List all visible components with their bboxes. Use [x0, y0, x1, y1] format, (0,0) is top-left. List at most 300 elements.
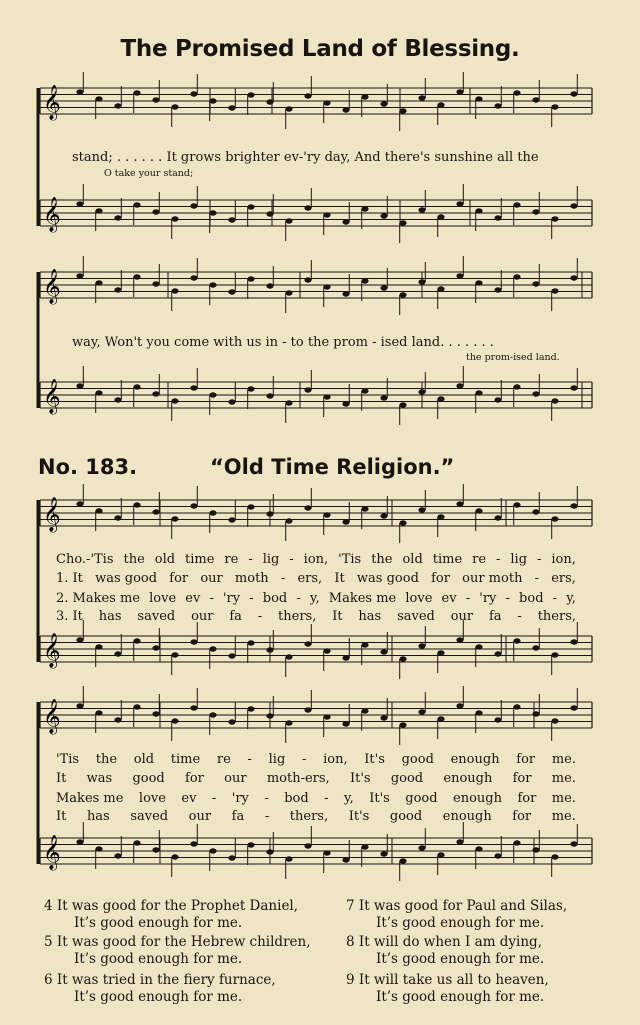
note-head — [323, 850, 330, 855]
lyric-syllable: It's — [348, 809, 370, 824]
note-head — [114, 103, 121, 108]
lyric-syllable: - — [249, 591, 254, 606]
lyric-syllable: - — [296, 591, 301, 606]
note-head — [342, 401, 349, 406]
note-head — [494, 397, 501, 402]
lyric-syllable: enough — [443, 771, 493, 786]
lyric-alt: the prom-ised land. — [466, 352, 560, 363]
note-head — [570, 705, 577, 710]
note-head — [266, 393, 273, 398]
lyric-syllable: love — [149, 591, 177, 606]
note-head — [532, 711, 539, 716]
note-head — [342, 291, 349, 296]
note-head — [152, 711, 159, 716]
verse-line: 4 It was good for the Prophet Daniel, — [44, 898, 299, 914]
note-head — [494, 515, 501, 520]
lyric-syllable: was — [86, 771, 113, 786]
note-head — [76, 637, 83, 642]
lyric-syllable: good — [390, 771, 424, 786]
lyric-syllable: y, — [344, 791, 354, 806]
note-head — [304, 843, 311, 848]
lyric-syllable: time — [432, 552, 463, 567]
clef-icon: 𝄞 — [43, 269, 61, 304]
note-head — [551, 104, 558, 109]
lyric-syllable: - — [211, 791, 217, 806]
lyric-syllable: 'Tis — [338, 552, 362, 567]
lyric-syllable: y, — [566, 591, 576, 606]
note-head — [114, 717, 121, 722]
clef-icon: 𝄞 — [43, 633, 61, 668]
note-head — [114, 215, 121, 220]
note-head — [247, 386, 254, 391]
lyric-syllable: good — [132, 771, 165, 786]
lyric-syllable: has — [86, 809, 110, 824]
note-head — [551, 652, 558, 657]
lyric-syllable: fa — [489, 609, 502, 624]
lyric-syllable: our — [450, 609, 474, 624]
lyric-syllable: moth — [234, 571, 269, 586]
note-head — [228, 517, 235, 522]
note-head — [361, 388, 368, 393]
note-head — [513, 840, 520, 845]
lyric-syllable: - — [264, 791, 269, 806]
clef-icon: 𝄞 — [43, 85, 61, 120]
note-head — [437, 286, 444, 291]
lyric-syllable: our — [224, 771, 247, 786]
lyric-syllable: thers, — [537, 609, 576, 624]
note-head — [513, 90, 520, 95]
note-head — [380, 395, 387, 400]
note-head — [114, 287, 121, 292]
verse-line: 7 It was good for Paul and Silas, — [346, 898, 568, 914]
note-head — [475, 508, 482, 513]
note-head — [418, 389, 425, 394]
note-head — [418, 643, 425, 648]
note-head — [228, 105, 235, 110]
note-head — [152, 645, 159, 650]
lyric-syllable: ev — [181, 791, 197, 806]
note-head — [437, 852, 444, 857]
note-head — [494, 215, 501, 220]
note-head — [418, 709, 425, 714]
note-head — [513, 638, 520, 643]
lyric-row — [56, 571, 576, 586]
note-head — [456, 703, 463, 708]
lyric-syllable: for — [431, 571, 450, 586]
note-head — [513, 202, 520, 207]
lyric-syllable: for — [512, 809, 532, 824]
note-head — [190, 841, 197, 846]
note-head — [380, 213, 387, 218]
lyric-row — [56, 809, 576, 824]
lyric-syllable: ers, — [297, 571, 323, 586]
note-head — [247, 204, 254, 209]
lyric-syllable: - — [257, 609, 263, 624]
lyric-syllable: fa — [229, 609, 242, 624]
note-head — [152, 391, 159, 396]
note-head — [152, 209, 159, 214]
note-head — [380, 851, 387, 856]
note-head — [456, 201, 463, 206]
hymn-title-promised-land: The Promised Land of Blessing. — [120, 36, 520, 62]
note-head — [570, 385, 577, 390]
note-head — [95, 208, 102, 213]
verse-line: It’s good enough for me. — [74, 989, 243, 1005]
note-head — [570, 203, 577, 208]
lyric-syllable: 'ry — [222, 591, 241, 606]
lyric-syllable: for — [185, 771, 204, 786]
lyric-line: way, Won't you come with us in - to the prom - ised land. . . . . . . — [72, 335, 494, 350]
note-head — [551, 288, 558, 293]
note-head — [570, 91, 577, 96]
hymn-title-old-time-religion: “Old Time Religion.” — [210, 455, 455, 479]
note-head — [114, 515, 121, 520]
note-head — [513, 384, 520, 389]
lyric-syllable: saved — [397, 609, 435, 624]
lyric-syllable: ers, — [551, 571, 576, 586]
lyric-syllable: bod — [262, 591, 288, 606]
note-head — [171, 652, 178, 657]
lyric-syllable: time — [185, 552, 215, 567]
lyric-syllable: 2. Makes me — [56, 591, 140, 606]
note-head — [190, 639, 197, 644]
note-head — [570, 639, 577, 644]
lyric-syllable: - — [324, 791, 329, 806]
lyric-syllable: our — [188, 809, 212, 824]
lyric-syllable: y, — [309, 591, 320, 606]
lyric-syllable: Makes me — [56, 791, 124, 806]
lyric-syllable: - — [465, 591, 471, 606]
note-head — [190, 203, 197, 208]
note-head — [475, 390, 482, 395]
lyric-syllable: old — [402, 552, 423, 567]
note-head — [551, 516, 558, 521]
note-head — [437, 514, 444, 519]
lyric-syllable: for — [512, 771, 532, 786]
note-head — [247, 92, 254, 97]
lyric-syllable: for — [516, 752, 536, 767]
lyric-syllable: enough — [453, 791, 502, 806]
lyric-syllable: 1. It — [56, 571, 83, 586]
note-head — [95, 710, 102, 715]
note-head — [380, 285, 387, 290]
note-head — [342, 721, 349, 726]
note-head — [380, 715, 387, 720]
lyric-syllable: the — [95, 752, 118, 767]
note-head — [228, 719, 235, 724]
note-head — [76, 703, 83, 708]
note-head — [342, 655, 349, 660]
note-head — [285, 654, 292, 659]
note-head — [399, 656, 406, 661]
lyric-syllable: - — [552, 591, 558, 606]
note-head — [437, 102, 444, 107]
verse-5 — [44, 934, 311, 968]
lyric-syllable: old — [133, 752, 155, 767]
lyric-syllable: for — [169, 571, 189, 586]
note-head — [190, 91, 197, 96]
note-head — [456, 637, 463, 642]
note-head — [266, 647, 273, 652]
lyric-syllable: It's — [349, 771, 371, 786]
note-head — [342, 519, 349, 524]
lyric-syllable: me. — [551, 752, 576, 767]
note-head — [551, 854, 558, 859]
note-head — [475, 710, 482, 715]
clef-icon: 𝄞 — [43, 835, 61, 870]
note-head — [551, 398, 558, 403]
note-head — [133, 274, 140, 279]
note-head — [171, 718, 178, 723]
note-head — [380, 649, 387, 654]
note-head — [114, 651, 121, 656]
note-head — [361, 94, 368, 99]
lyric-syllable: love — [138, 791, 166, 806]
note-head — [152, 847, 159, 852]
note-head — [285, 400, 292, 405]
note-head — [475, 208, 482, 213]
lyric-syllable: - — [247, 752, 252, 767]
verse-line: 5 It was good for the Hebrew children, — [44, 934, 311, 950]
lyric-syllable: bod — [519, 591, 544, 606]
verse-6 — [44, 972, 276, 1006]
note-head — [475, 644, 482, 649]
note-head — [152, 509, 159, 514]
lyric-syllable: has — [358, 609, 382, 624]
note-head — [437, 396, 444, 401]
note-head — [171, 216, 178, 221]
note-head — [418, 279, 425, 284]
verse-line: 9 It will take us all to heaven, — [346, 972, 549, 988]
lyric-syllable: moth-ers, — [266, 771, 330, 786]
note-head — [76, 201, 83, 206]
lyric-syllable: enough — [450, 752, 500, 767]
note-head — [209, 646, 216, 651]
lyric-syllable: - — [536, 552, 542, 567]
note-head — [532, 281, 539, 286]
lyric-syllable: saved — [137, 609, 176, 624]
note-head — [361, 206, 368, 211]
note-head — [380, 101, 387, 106]
note-head — [361, 844, 368, 849]
note-head — [570, 841, 577, 846]
note-head — [266, 283, 273, 288]
lyric-syllable: time — [170, 752, 201, 767]
lyric-syllable: - — [301, 752, 307, 767]
note-head — [494, 287, 501, 292]
note-head — [171, 516, 178, 521]
lyric-syllable: lig — [262, 552, 280, 567]
lyric-syllable: Makes me — [328, 591, 397, 606]
note-head — [133, 638, 140, 643]
note-head — [418, 507, 425, 512]
note-head — [361, 708, 368, 713]
note-head — [247, 842, 254, 847]
note-head — [152, 281, 159, 286]
note-head — [532, 209, 539, 214]
note-head — [190, 705, 197, 710]
note-head — [209, 392, 216, 397]
verse-4 — [44, 898, 298, 932]
note-head — [323, 100, 330, 105]
verse-line: It’s good enough for me. — [74, 915, 243, 931]
lyric-syllable: me. — [551, 809, 576, 824]
note-head — [532, 391, 539, 396]
note-head — [494, 651, 501, 656]
lyric-syllable: It — [56, 771, 67, 786]
note-head — [266, 713, 273, 718]
lyric-syllable: our moth — [462, 571, 523, 586]
clef-icon: 𝄞 — [43, 379, 61, 414]
lyric-syllable: - — [505, 591, 510, 606]
lyric-syllable: me. — [551, 771, 576, 786]
lyric-syllable: thers, — [289, 809, 329, 824]
note-head — [494, 717, 501, 722]
note-head — [456, 273, 463, 278]
lyric-syllable: lig — [268, 752, 286, 767]
note-head — [513, 274, 520, 279]
lyric-row — [56, 771, 576, 786]
note-head — [399, 520, 406, 525]
lyric-syllable: ion, — [323, 752, 348, 767]
note-head — [152, 97, 159, 102]
lyric-syllable: saved — [130, 809, 169, 824]
note-head — [418, 845, 425, 850]
note-head — [456, 383, 463, 388]
lyric-syllable: re — [224, 552, 239, 567]
lyric-syllable: - — [534, 571, 540, 586]
verse-line: It’s good enough for me. — [74, 951, 243, 967]
note-head — [171, 854, 178, 859]
note-head — [570, 275, 577, 280]
note-head — [228, 855, 235, 860]
lyric-syllable: has — [98, 609, 122, 624]
lyric-syllable: was good — [356, 571, 419, 586]
lyric-syllable: ion, — [303, 552, 329, 567]
lyric-syllable: thers, — [278, 609, 317, 624]
lyric-syllable: - — [248, 552, 253, 567]
note-head — [551, 718, 558, 723]
verse-8 — [346, 934, 544, 968]
note-head — [95, 96, 102, 101]
note-head — [304, 277, 311, 282]
note-head — [285, 856, 292, 861]
note-head — [171, 104, 178, 109]
hymn-number: No. 183. — [38, 455, 138, 479]
note-head — [285, 106, 292, 111]
verse-line: It’s good enough for me. — [376, 989, 545, 1005]
lyric-syllable: 'ry — [231, 791, 249, 806]
lyric-syllable: our — [200, 571, 223, 586]
note-head — [342, 107, 349, 112]
note-head — [532, 847, 539, 852]
verse-7 — [346, 898, 567, 932]
note-head — [133, 202, 140, 207]
lyric-line: stand; . . . . . . It grows brighter ev-'ry day, And there's sunshine all the — [72, 150, 539, 165]
note-head — [323, 212, 330, 217]
lyric-syllable: It — [56, 809, 67, 824]
note-head — [361, 506, 368, 511]
note-head — [323, 714, 330, 719]
lyric-syllable: for — [517, 791, 537, 806]
lyric-syllable: lig — [510, 552, 528, 567]
lyric-syllable: 3. It — [56, 609, 83, 624]
lyric-row — [56, 591, 576, 606]
verse-line: 8 It will do when I am dying, — [346, 934, 542, 950]
lyric-syllable: was good — [95, 571, 158, 586]
note-head — [95, 280, 102, 285]
note-head — [266, 99, 273, 104]
note-head — [323, 648, 330, 653]
lyric-syllable: - — [517, 609, 522, 624]
lyric-syllable: good — [401, 752, 434, 767]
lyric-syllable: old — [154, 552, 176, 567]
lyric-row — [56, 552, 576, 567]
note-head — [114, 853, 121, 858]
lyric-syllable: It — [334, 571, 345, 586]
note-head — [475, 96, 482, 101]
lyric-syllable: It's — [369, 791, 390, 806]
lyric-syllable: ion, — [551, 552, 576, 567]
note-head — [171, 288, 178, 293]
clef-icon: 𝄞 — [43, 197, 61, 232]
lyric-syllable: It's — [364, 752, 385, 767]
note-head — [399, 292, 406, 297]
note-head — [418, 95, 425, 100]
lyric-syllable: love — [405, 591, 433, 606]
lyric-syllable: good — [405, 791, 438, 806]
lyric-alt: O take your stand; — [104, 168, 194, 179]
note-head — [399, 220, 406, 225]
note-head — [399, 108, 406, 113]
note-head — [437, 650, 444, 655]
note-head — [228, 399, 235, 404]
note-head — [399, 402, 406, 407]
note-head — [342, 219, 349, 224]
note-head — [532, 509, 539, 514]
note-head — [285, 218, 292, 223]
note-head — [190, 275, 197, 280]
note-head — [513, 502, 520, 507]
note-head — [171, 398, 178, 403]
note-head — [380, 513, 387, 518]
note-head — [76, 383, 83, 388]
note-head — [361, 642, 368, 647]
note-head — [247, 640, 254, 645]
verse-line: It’s good enough for me. — [376, 951, 545, 967]
note-head — [209, 210, 216, 215]
lyric-syllable: enough — [442, 809, 492, 824]
clef-icon: 𝄞 — [43, 699, 61, 734]
lyric-syllable: - — [496, 552, 501, 567]
note-head — [304, 505, 311, 510]
note-head — [209, 510, 216, 515]
note-head — [456, 839, 463, 844]
lyric-syllable: re — [216, 752, 231, 767]
note-head — [285, 518, 292, 523]
lyric-syllable: the — [371, 552, 393, 567]
verse-line: 6 It was tried in the fiery furnace, — [44, 972, 276, 988]
verse-line: It’s good enough for me. — [376, 915, 545, 931]
note-head — [95, 508, 102, 513]
lyric-syllable: bod — [284, 791, 309, 806]
note-head — [551, 216, 558, 221]
lyric-syllable: - — [264, 809, 270, 824]
note-head — [190, 503, 197, 508]
note-head — [532, 97, 539, 102]
lyric-row — [56, 609, 576, 624]
note-head — [209, 98, 216, 103]
